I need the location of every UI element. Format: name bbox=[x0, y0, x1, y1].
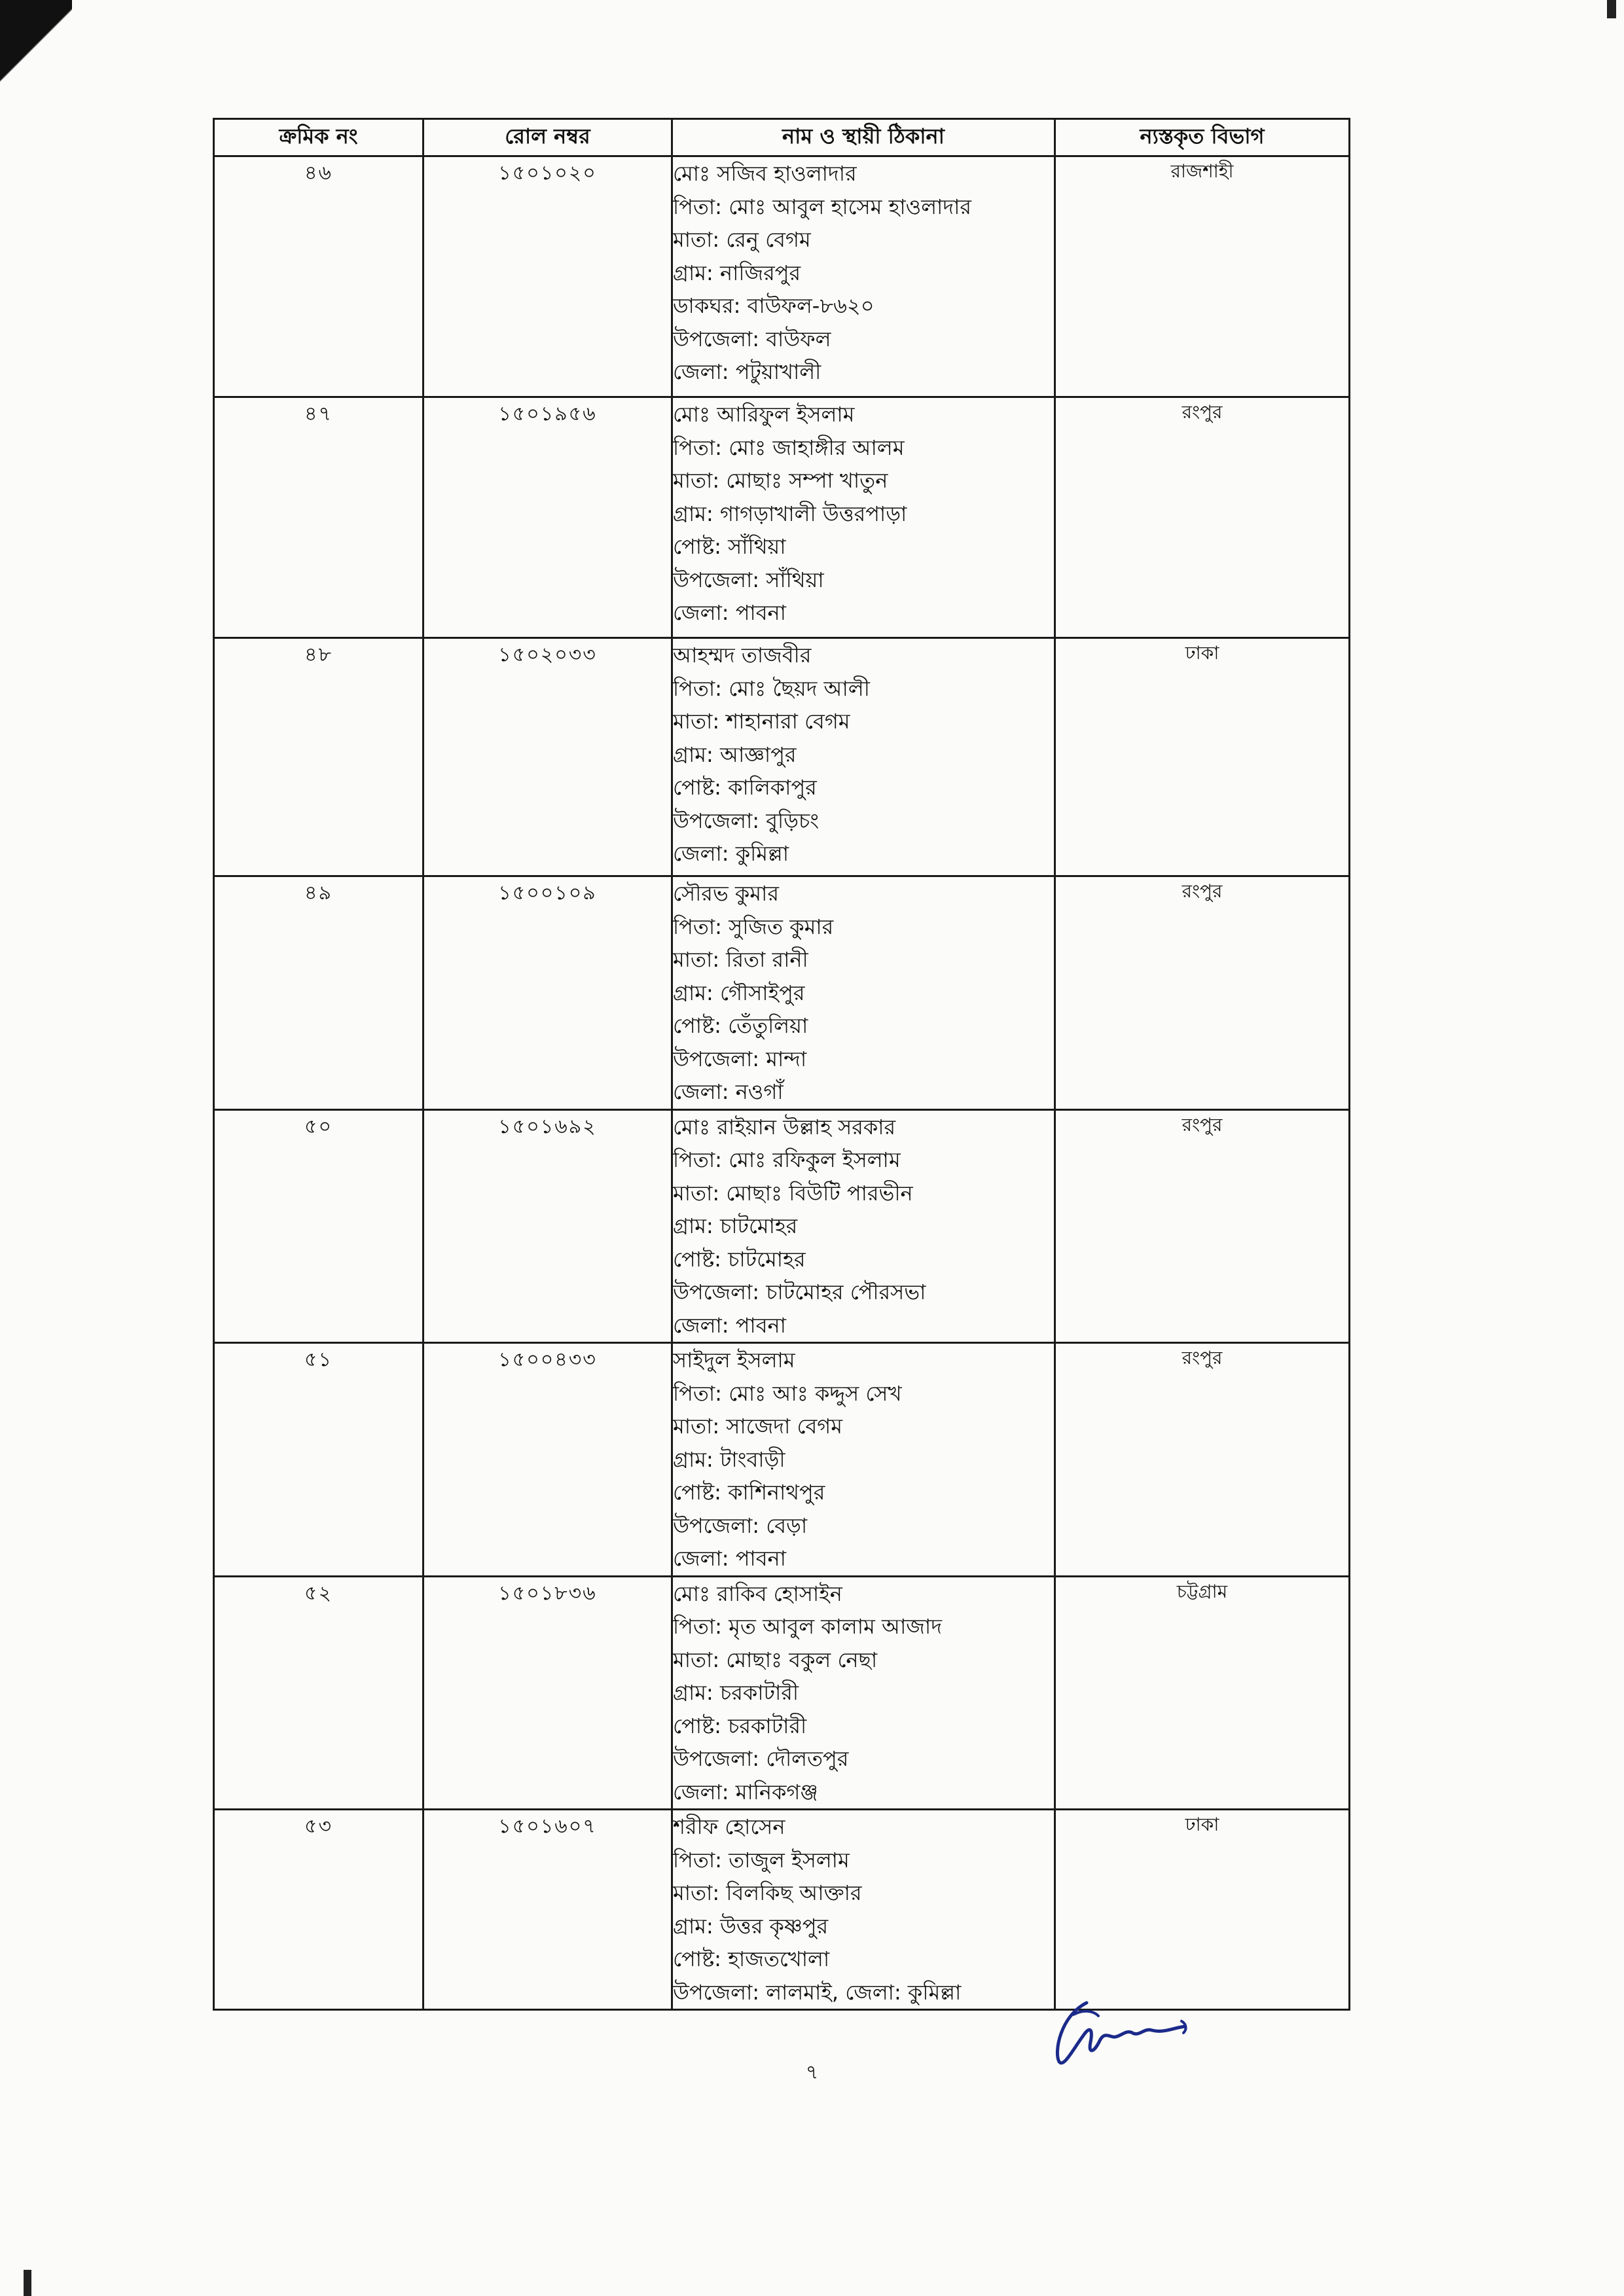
cell-name-address bbox=[672, 1343, 1055, 1577]
table-row bbox=[214, 156, 1350, 397]
address-line: মাতা: মোছাঃ বকুল নেছা bbox=[673, 1647, 878, 1672]
cell-serial: ৪৭ bbox=[214, 397, 424, 638]
address-line: পিতা: মোঃ জাহাঙ্গীর আলম bbox=[673, 435, 905, 460]
address-line: গ্রাম: টাংবাড়ী bbox=[673, 1446, 785, 1472]
candidate-table bbox=[213, 118, 1350, 2011]
cell-roll: ১৫০১৮৩৬ bbox=[424, 1576, 672, 1810]
address-line: মোঃ সজিব হাওলাদার bbox=[673, 161, 857, 186]
address-line: উপজেলা: দৌলতপুর bbox=[673, 1746, 849, 1771]
address-line: মাতা: রেনু বেগম bbox=[673, 227, 811, 252]
page-number: ৭ bbox=[805, 2061, 819, 2084]
cell-division: চট্টগ্রাম bbox=[1055, 1576, 1350, 1810]
address-line: সৌরভ কুমার bbox=[673, 881, 779, 906]
address-line: উপজেলা: মান্দা bbox=[673, 1046, 807, 1071]
address-line: উপজেলা: চাটমোহর পৌরসভা bbox=[673, 1280, 926, 1304]
address-line: জেলা: পাবনা bbox=[673, 1312, 786, 1338]
address-line: মাতা: শাহানারা বেগম bbox=[673, 709, 850, 734]
address-line: জেলা: কুমিল্লা bbox=[673, 841, 789, 866]
cell-name-address bbox=[672, 397, 1055, 638]
header-name-address: নাম ও স্থায়ী ঠিকানা bbox=[672, 119, 1055, 156]
cell-division: রংপুর bbox=[1055, 1343, 1350, 1577]
address-line: গ্রাম: গৌসাইপুর bbox=[673, 980, 805, 1005]
address-line: মোঃ আরিফুল ইসলাম bbox=[673, 402, 855, 427]
address-line: গ্রাম: নাজিরপুর bbox=[673, 260, 801, 285]
table-row bbox=[214, 397, 1350, 638]
address-line: পিতা: মৃত আবুল কালাম আজাদ bbox=[673, 1614, 942, 1639]
address-line: মোঃ রাকিব হোসাইন bbox=[673, 1581, 842, 1606]
table-row bbox=[214, 876, 1350, 1110]
header-serial: ক্রমিক নং bbox=[214, 119, 424, 156]
address-line: গ্রাম: আজ্ঞাপুর bbox=[673, 742, 797, 767]
address-line: পিতা: মোঃ ছৈয়দ আলী bbox=[673, 675, 870, 701]
cell-name-address bbox=[672, 156, 1055, 397]
cell-name-address bbox=[672, 876, 1055, 1110]
cell-division: রংপুর bbox=[1055, 876, 1350, 1110]
table-row bbox=[214, 1576, 1350, 1810]
address-line: পিতা: সুজিত কুমার bbox=[673, 914, 834, 939]
address-line: মাতা: মোছাঃ সম্পা খাতুন bbox=[673, 468, 888, 493]
address-line: গ্রাম: চরকাটারী bbox=[673, 1680, 799, 1705]
address-line: উপজেলা: বেড়া bbox=[673, 1513, 808, 1538]
address-line: জেলা: মানিকগঞ্জ bbox=[673, 1779, 818, 1804]
cell-serial: ৫৩ bbox=[214, 1810, 424, 2010]
cell-serial: ৫২ bbox=[214, 1576, 424, 1810]
cell-roll: ১৫০০১০৯ bbox=[424, 876, 672, 1110]
address-line: উপজেলা: সাঁথিয়া bbox=[673, 567, 824, 592]
table-row bbox=[214, 1109, 1350, 1343]
table-body bbox=[214, 156, 1350, 2010]
header-roll: রোল নম্বর bbox=[424, 119, 672, 156]
address-line: উপজেলা: লালমাই, জেলা: কুমিল্লা bbox=[673, 1979, 962, 2005]
header-division: ন্যস্তকৃত বিভাগ bbox=[1055, 119, 1350, 156]
address-line: শরীফ হোসেন bbox=[673, 1814, 785, 1839]
address-line: পিতা: মোঃ আবুল হাসেম হাওলাদার bbox=[673, 194, 972, 219]
address-line: পিতা: তাজুল ইসলাম bbox=[673, 1847, 850, 1873]
cell-serial: ৫০ bbox=[214, 1109, 424, 1343]
address-line: জেলা: পটুয়াখালী bbox=[673, 359, 821, 384]
cell-roll: ১৫০১৯৫৬ bbox=[424, 397, 672, 638]
address-line: জেলা: পাবনা bbox=[673, 1546, 786, 1571]
cell-serial: ৪৯ bbox=[214, 876, 424, 1110]
address-line: মাতা: বিলকিছ আক্তার bbox=[673, 1880, 862, 1905]
scan-edge-shadow bbox=[0, 0, 72, 157]
address-line: পিতা: মোঃ রফিকুল ইসলাম bbox=[673, 1147, 901, 1172]
address-line: পোষ্ট: কাশিনাথপুর bbox=[673, 1480, 825, 1505]
table-row bbox=[214, 1810, 1350, 2010]
cell-serial: ৪৮ bbox=[214, 638, 424, 876]
address-line: মোঃ রাইয়ান উল্লাহ সরকার bbox=[673, 1114, 896, 1139]
signature bbox=[1047, 1990, 1204, 2075]
cell-roll: ১৫০২০৩৩ bbox=[424, 638, 672, 876]
cell-serial: ৫১ bbox=[214, 1343, 424, 1577]
table-header-row bbox=[214, 119, 1350, 156]
cell-serial: ৪৬ bbox=[214, 156, 424, 397]
address-line: ডাকঘর: বাউফল-৮৬২০ bbox=[673, 293, 875, 318]
address-line: আহম্মদ তাজবীর bbox=[673, 643, 812, 668]
address-line: পোষ্ট: চরকাটারী bbox=[673, 1713, 807, 1738]
address-line: উপজেলা: বুড়িচং bbox=[673, 808, 820, 833]
address-line: জেলা: পাবনা bbox=[673, 600, 786, 625]
table-row bbox=[214, 1343, 1350, 1577]
cell-name-address bbox=[672, 1576, 1055, 1810]
cell-roll: ১৫০১০২০ bbox=[424, 156, 672, 397]
address-line: পোষ্ট: কালিকাপুর bbox=[673, 775, 817, 800]
cell-roll: ১৫০০৪৩৩ bbox=[424, 1343, 672, 1577]
table-row bbox=[214, 638, 1350, 876]
cell-name-address bbox=[672, 638, 1055, 876]
address-line: পিতা: মোঃ আঃ কদ্দুস সেখ bbox=[673, 1380, 902, 1406]
address-line: পোষ্ট: হাজতখোলা bbox=[673, 1946, 830, 1971]
address-line: জেলা: নওগাঁ bbox=[673, 1079, 784, 1104]
scan-edge-mark bbox=[24, 2270, 31, 2296]
cell-division: ঢাকা bbox=[1055, 1810, 1350, 2010]
address-line: গ্রাম: গাগড়াখালী উত্তরপাড়া bbox=[673, 501, 907, 526]
address-line: মাতা: সাজেদা বেগম bbox=[673, 1414, 842, 1439]
address-line: পোষ্ট: তেঁতুলিয়া bbox=[673, 1013, 808, 1038]
cell-name-address bbox=[672, 1109, 1055, 1343]
address-line: গ্রাম: চাটমোহর bbox=[673, 1213, 798, 1238]
address-line: গ্রাম: উত্তর কৃষ্ণপুর bbox=[673, 1913, 829, 1939]
cell-roll: ১৫০১৬০৭ bbox=[424, 1810, 672, 2010]
scan-edge-mark bbox=[1607, 0, 1616, 18]
address-line: মাতা: মোছাঃ বিউটি পারভীন bbox=[673, 1180, 913, 1206]
address-line: পোষ্ট: চাটমোহর bbox=[673, 1246, 806, 1272]
address-line: মাতা: রিতা রানী bbox=[673, 947, 808, 972]
cell-division: রাজশাহী bbox=[1055, 156, 1350, 397]
address-line: পোষ্ট: সাঁথিয়া bbox=[673, 534, 786, 559]
cell-roll: ১৫০১৬৯২ bbox=[424, 1109, 672, 1343]
address-line: উপজেলা: বাউফল bbox=[673, 326, 831, 351]
cell-division: রংপুর bbox=[1055, 1109, 1350, 1343]
cell-division: রংপুর bbox=[1055, 397, 1350, 638]
address-line: সাইদুল ইসলাম bbox=[673, 1348, 795, 1372]
cell-name-address bbox=[672, 1810, 1055, 2010]
cell-division: ঢাকা bbox=[1055, 638, 1350, 876]
